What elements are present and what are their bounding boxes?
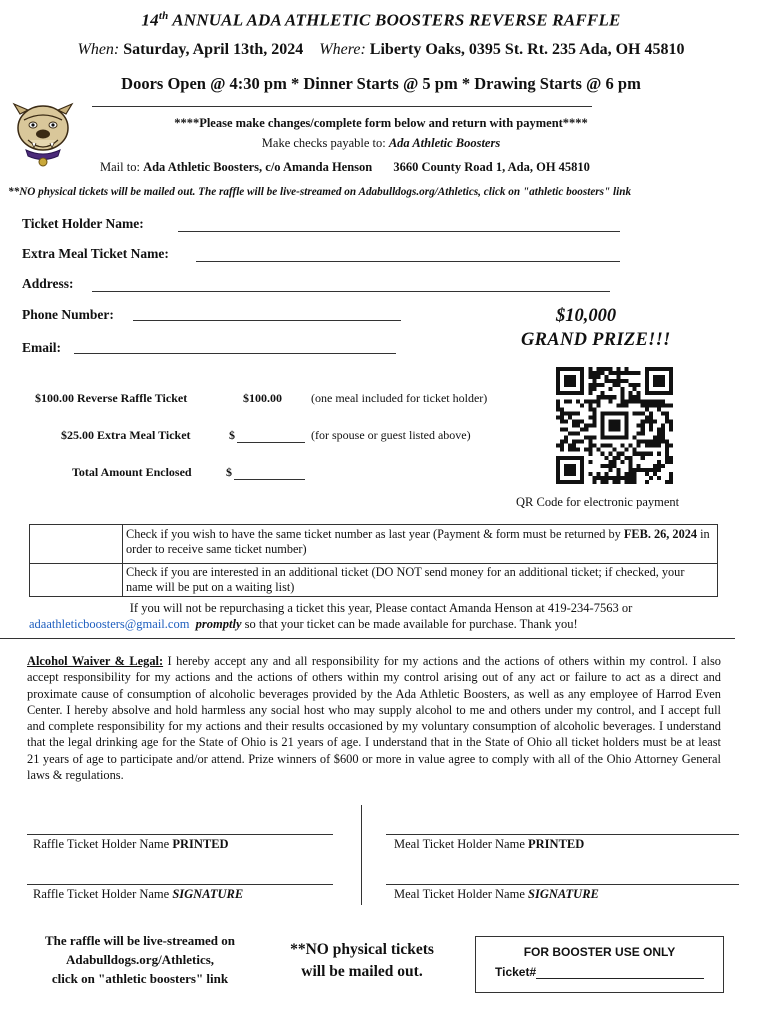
ticket-holder-label: Ticket Holder Name: xyxy=(22,216,144,231)
option-text-same-number xyxy=(123,525,718,564)
option-text-additional-ticket: Check if you are interested in an additional ticket (DO NOT send money for an additional ticket; if checked, your name will be put on a waiting list) xyxy=(123,564,718,597)
mail-value: Ada Athletic Boosters, c/o Amanda Henson xyxy=(143,160,373,174)
mail-address: 3660 County Road 1, Ada, OH 45810 xyxy=(393,160,590,174)
caption-suffix: PRINTED xyxy=(172,837,229,851)
qr-code-icon[interactable] xyxy=(556,367,673,484)
meal-ticket-note: (for spouse or guest listed above) xyxy=(311,428,471,442)
total-currency: $ xyxy=(226,465,232,479)
footer-no-tickets xyxy=(272,939,452,983)
caption-suffix: SIGNATURE xyxy=(528,887,599,901)
legal-heading: Alcohol Waiver & Legal: xyxy=(27,654,164,668)
caption-prefix: Raffle Ticket Holder Name xyxy=(33,887,170,901)
booster-ticket-label: Ticket# xyxy=(495,965,537,979)
checkbox-additional-ticket[interactable] xyxy=(30,564,123,597)
option-row-additional-ticket xyxy=(30,564,718,597)
booster-ticket-row xyxy=(495,965,723,979)
section-divider xyxy=(0,638,735,639)
signature-divider xyxy=(361,805,362,905)
title-ordinal-suffix: th xyxy=(158,10,169,22)
raffle-printed-line[interactable] xyxy=(27,834,333,835)
footer-stream-line-2: Adabulldogs.org/Athletics, xyxy=(65,952,215,967)
event-title xyxy=(0,10,762,31)
email-label: Email: xyxy=(22,340,61,355)
contact-email-link[interactable]: adaathleticboosters@gmail.com xyxy=(29,617,190,631)
meal-signature-line[interactable] xyxy=(386,884,739,885)
payable-value: Ada Athletic Boosters xyxy=(388,136,501,150)
caption-prefix: Meal Ticket Holder Name xyxy=(394,887,525,901)
total-amount-field[interactable] xyxy=(234,479,305,480)
meal-printed-caption xyxy=(394,837,584,852)
legal-section xyxy=(27,653,721,783)
meal-ticket-currency: $ xyxy=(229,428,235,442)
raffle-signature-caption xyxy=(33,887,243,902)
caption-suffix: SIGNATURE xyxy=(172,887,244,901)
meal-ticket-label: $25.00 Extra Meal Ticket xyxy=(61,428,191,442)
footer-stream-line-1: The raffle will be live-streamed on xyxy=(44,933,236,948)
when-value: Saturday, April 13th, 2024 xyxy=(123,41,304,58)
caption-suffix: PRINTED xyxy=(528,837,585,851)
phone-label: Phone Number: xyxy=(22,307,114,322)
footer-stream-line-3: click on "athletic boosters" link xyxy=(51,971,229,986)
extra-meal-label: Extra Meal Ticket Name: xyxy=(22,246,169,261)
grand-prize-label: GRAND PRIZE!!! xyxy=(521,330,671,350)
footer-no-tickets-line-1: **NO physical tickets xyxy=(290,941,434,958)
footer-no-tickets-line-2: will be mailed out. xyxy=(301,963,423,980)
option-deadline: FEB. 26, 2024 xyxy=(623,527,698,541)
mail-line xyxy=(100,160,590,175)
title-text: ANNUAL ADA ATHLETIC BOOSTERS REVERSE RAFFLE xyxy=(168,10,621,30)
raffle-ticket-label: $100.00 Reverse Raffle Ticket xyxy=(35,391,188,405)
ticket-holder-field[interactable] xyxy=(178,231,620,232)
event-schedule: Doors Open @ 4:30 pm * Dinner Starts @ 5 pm * Drawing Starts @ 6 pm xyxy=(121,74,641,93)
option-row-same-number xyxy=(30,525,718,564)
options-table xyxy=(29,524,718,597)
where-value: Liberty Oaks, 0395 St. Rt. 235 Ada, OH 45810 xyxy=(369,41,685,58)
footer-stream-note xyxy=(6,931,274,988)
header-divider xyxy=(92,106,592,107)
raffle-printed-caption xyxy=(33,837,229,852)
meal-ticket-amount-field[interactable] xyxy=(237,442,305,443)
extra-meal-field[interactable] xyxy=(196,261,620,262)
contact-line-2 xyxy=(29,617,578,632)
mail-label: Mail to: xyxy=(100,160,140,174)
caption-prefix: Meal Ticket Holder Name xyxy=(394,837,525,851)
title-ordinal: 14 xyxy=(141,10,159,30)
raffle-signature-line[interactable] xyxy=(27,884,333,885)
meal-printed-line[interactable] xyxy=(386,834,739,835)
raffle-ticket-price: $100.00 xyxy=(243,391,282,405)
meal-signature-caption xyxy=(394,887,599,902)
address-field[interactable] xyxy=(92,291,610,292)
stream-note: **NO physical tickets will be mailed out. The raffle will be live-streamed on Adabulldogs.org/Athletics, click on "athletic boosters" link xyxy=(8,186,632,198)
contact-promptly: promptly xyxy=(195,617,242,631)
booster-ticket-field[interactable] xyxy=(536,966,704,979)
payable-label: Make checks payable to: xyxy=(261,136,386,150)
booster-use-box xyxy=(475,936,724,993)
event-details xyxy=(0,41,762,59)
contact-line-1: If you will not be repurchasing a ticket this year, Please contact Amanda Henson at 419-234-7563 or xyxy=(129,601,633,615)
when-label: When: xyxy=(77,41,120,58)
grand-prize-amount: $10,000 xyxy=(556,306,617,326)
bulldog-mascot-icon xyxy=(10,98,76,170)
legal-body: I hereby accept any and all responsibility for my actions and the actions of others within my control. I also accept responsibility for my actions and the actions of others within my control arising out of any act or failure to act as a direct and proximate cause of consumption of alcoholic beverages provided by the Ada Athletic Boosters, as well as any employee of Harrod Even Center. I hereby absolve and hold harmless any social host who may supply alcohol to me and others under my control, and I accept full and complete responsibility for my actions and their results occasioned by my voluntary consumption of alcoholic beverages. I understand that the legal drinking age for the State of Ohio is 21 years of age. I understand that in the State of Ohio all ticket holders must be at least 21 years of age to participate and/or attend. Prize winners of $600 or more in value agree to comply with all of the Ohio Attorney General laws & regulations. xyxy=(27,654,721,783)
caption-prefix: Raffle Ticket Holder Name xyxy=(33,837,170,851)
payable-line xyxy=(0,136,762,151)
phone-field[interactable] xyxy=(133,320,401,321)
option-text-part: in order to receive same ticket number) xyxy=(126,527,710,556)
checkbox-same-number[interactable] xyxy=(30,525,123,564)
raffle-ticket-note: (one meal included for ticket holder) xyxy=(311,391,488,405)
where-label: Where: xyxy=(319,41,366,58)
option-text-part: Check if you wish to have the same ticket number as last year (Payment & form must be returned by xyxy=(126,527,624,541)
contact-line-2-text: so that your ticket can be made available for purchase. Thank you! xyxy=(244,617,578,631)
return-note: ****Please make changes/complete form below and return with payment**** xyxy=(174,116,588,130)
email-field[interactable] xyxy=(74,353,396,354)
address-label: Address: xyxy=(22,276,74,291)
booster-use-title: FOR BOOSTER USE ONLY xyxy=(523,945,676,959)
qr-caption: QR Code for electronic payment xyxy=(516,495,680,509)
total-label: Total Amount Enclosed xyxy=(72,465,192,479)
